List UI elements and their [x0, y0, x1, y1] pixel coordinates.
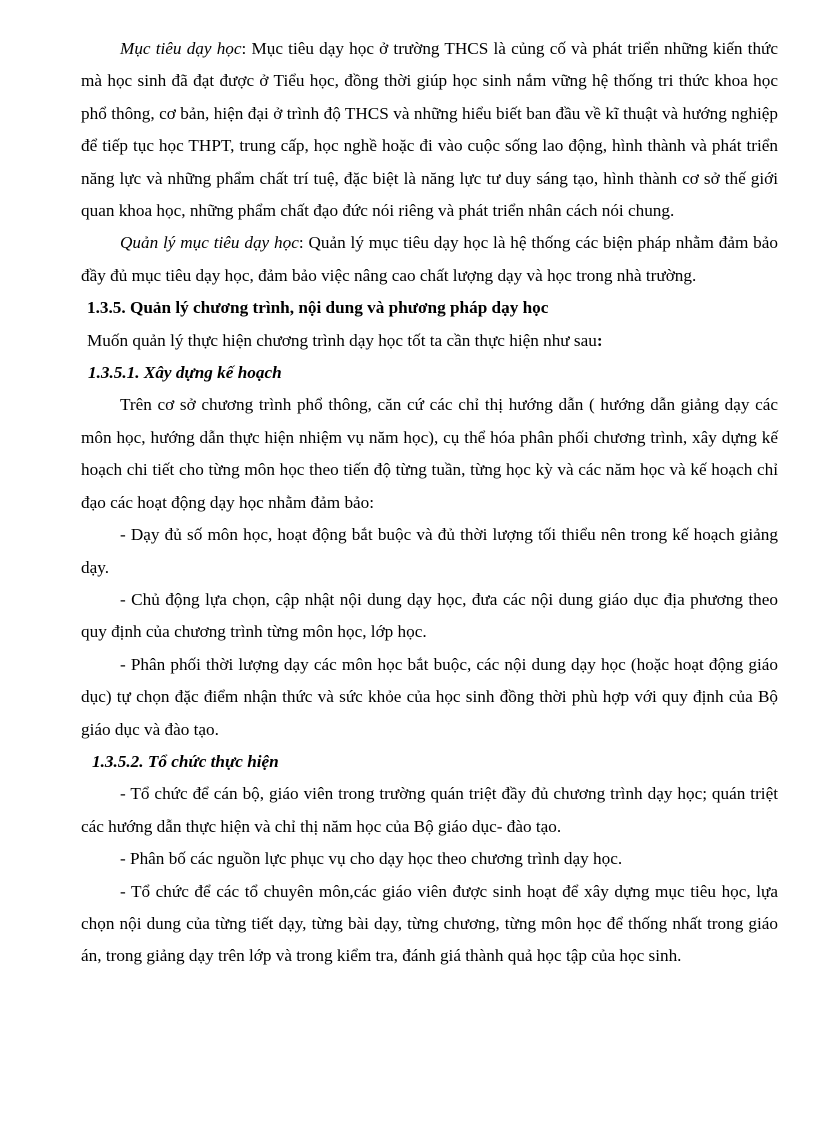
- term-quan-ly-muc-tieu: Quản lý mục tiêu dạy học: [120, 233, 299, 253]
- bullet-item: - Tổ chức để các tổ chuyên môn,các giáo viên được sinh hoạt để xây dựng mục tiêu học, lựa chọn nội dung của từng tiết dạy, từng bài dạy, từng chương, từng môn học để thống nhất trong giáo án, trong giảng dạy trên lớp và trong kiểm tra, đánh giá thành quả học tập của học sinh.: [81, 881, 778, 966]
- document-page: [81, 33, 778, 973]
- intro-line: [81, 325, 778, 357]
- heading-1-3-5: 1.3.5. Quản lý chương trình, nội dung và phương pháp dạy học: [87, 298, 549, 318]
- intro-text: Muốn quản lý thực hiện chương trình dạy học tốt ta cần thực hiện như sau: [87, 330, 597, 350]
- heading-1-3-5-1: 1.3.5.1. Xây dựng kế hoạch: [88, 363, 282, 383]
- paragraph-text: : Quản lý mục tiêu dạy học là hệ thống các biện pháp nhằm đảm bảo đầy đủ mục tiêu dạy học, đảm bảo việc nâng cao chất lượng dạy và học trong nhà trường.: [81, 233, 778, 285]
- paragraph-ke-hoach: Trên cơ sở chương trình phổ thông, căn cứ các chỉ thị hướng dẫn ( hướng dẫn giảng dạy các môn học, hướng dẫn thực hiện nhiệm vụ năm học), cụ thể hóa phân phối chương trình, xây dựng kế hoạch chi tiết cho từng môn học theo tiến độ từng tuần, từng học kỳ và các năm học và kế hoạch chỉ đạo các hoạt động dạy học nhằm đảm bảo:: [81, 395, 778, 512]
- bullet-item: - Phân phối thời lượng dạy các môn học bắt buộc, các nội dung dạy học (hoặc hoạt động giáo dục) tự chọn đặc điểm nhận thức và sức khỏe của học sinh đồng thời phù hợp với quy định của Bộ giáo dục và đào tạo.: [81, 654, 778, 739]
- term-muc-tieu-day-hoc: Mục tiêu dạy học: [120, 39, 242, 58]
- paragraph-muc-tieu-day-hoc: [81, 33, 778, 227]
- paragraph-quan-ly-muc-tieu: [81, 227, 778, 292]
- paragraph-text: : Mục tiêu dạy học ở trường THCS là củng cố và phát triển những kiến thức mà học sinh đã đạt được ở Tiểu học, đồng thời giúp học sinh nắm vững hệ thống tri thức khoa học phổ thông, cơ bản, hiện đại ở trình độ THCS và những hiểu biết ban đầu về kĩ thuật và hướng nghiệp để tiếp tục học THPT, trung cấp, học nghề hoặc đi vào cuộc sống lao động, hình thành và phát triển năng lực và những phẩm chất trí tuệ, đặc biệt là năng lực tư duy sáng tạo, hình thành cơ sở thế giới quan khoa học, những phẩm chất đạo đức nói riêng và phát triển nhân cách nói chung.: [81, 39, 778, 221]
- bullet-item: - Dạy đủ số môn học, hoạt động bắt buộc và đủ thời lượng tối thiểu nên trong kế hoạch giảng dạy.: [81, 525, 778, 577]
- intro-colon: :: [596, 330, 603, 350]
- heading-1-3-5-2: 1.3.5.2. Tổ chức thực hiện: [92, 751, 279, 771]
- bullet-item: - Phân bố các nguồn lực phục vụ cho dạy học theo chương trình dạy học.: [120, 849, 623, 869]
- bullet-item: - Chủ động lựa chọn, cập nhật nội dung dạy học, đưa các nội dung giáo dục địa phương theo quy định của chương trình từng môn học, lớp học.: [81, 589, 778, 642]
- bullet-item: - Tổ chức để cán bộ, giáo viên trong trường quán triệt đầy đủ chương trình dạy học; quán triệt các hướng dẫn thực hiện và chỉ thị năm học của Bộ giáo dục- đào tạo.: [81, 784, 778, 836]
